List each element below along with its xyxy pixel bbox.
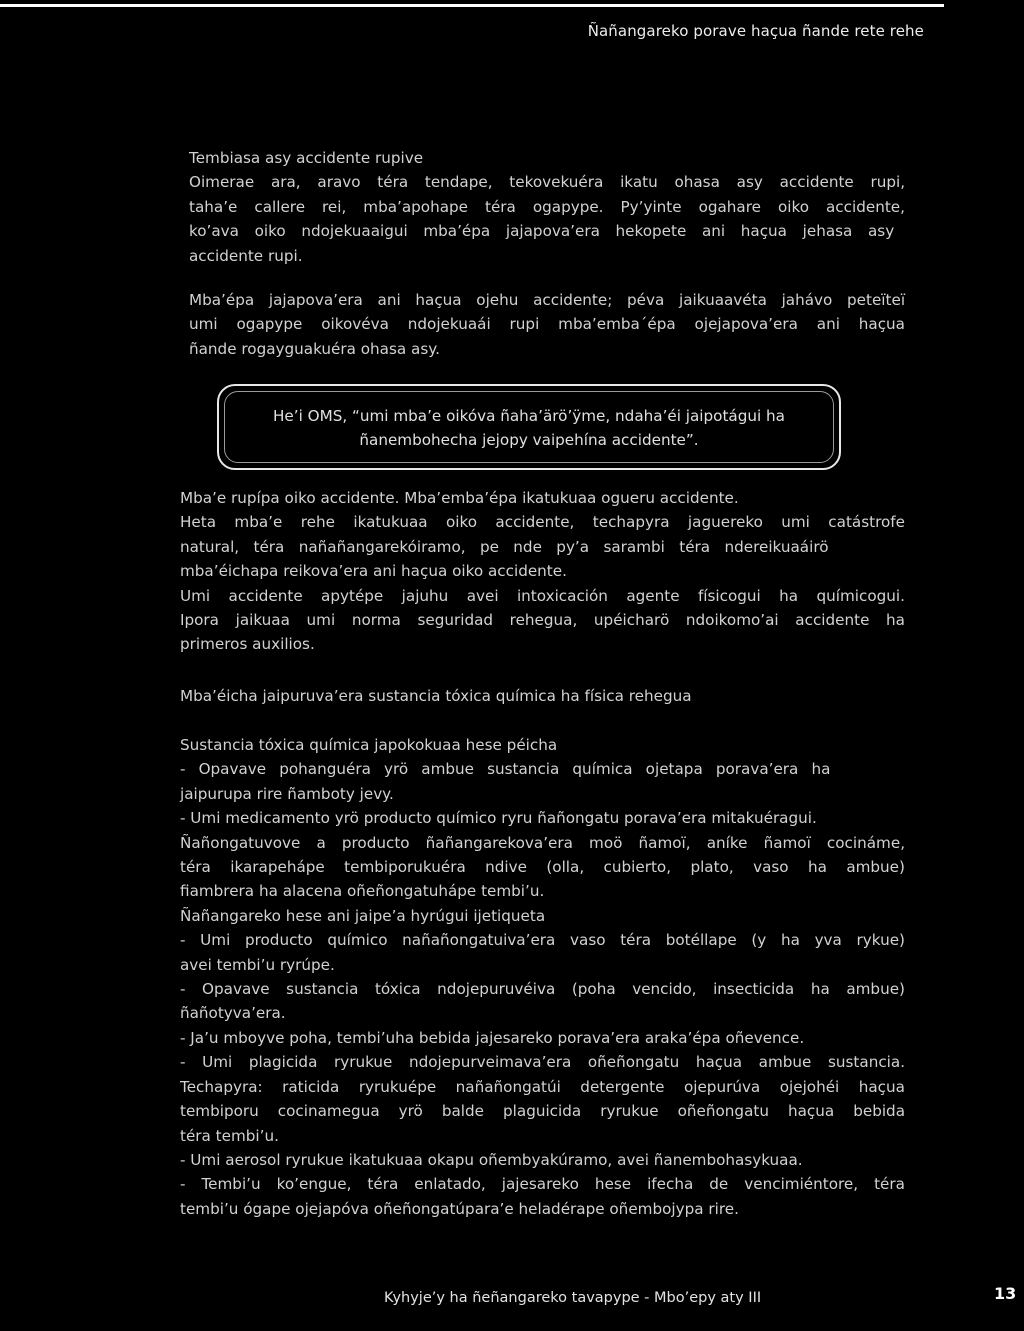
body-line: ko’ava oiko ndojekuaaigui mba’épa jajapova’era hekopete ani haçua jehasa asy xyxy=(189,222,895,241)
quote-line: He’i OMS, “umi mba’e oikóva ñaha’ärö’ÿme, ndaha’éi jaipotágui ha xyxy=(273,407,785,425)
quote-line: ñanembohecha jejopy vaipehína accidente”. xyxy=(359,431,699,449)
body-line: téra ikarapeháp​e tembiporukuéra ndive (olla, cubierto, plato, vaso ha ambue) xyxy=(180,858,905,877)
body-line: natural, téra nañañangarekóiramo, pe nde py’a sarambi téra ndereikuaáirö xyxy=(180,537,829,556)
section-heading: Mba’éicha jaipuruva’era sustancia tóxica química ha física rehegua xyxy=(180,687,692,705)
body-line: Mba’épa jajapova’era ani haçua ojehu accidente; péva jaikuaavéta jahávo peteïteï xyxy=(189,291,906,309)
list-item: - Opavave pohanguéra yrö ambue sustancia química ojetapa porava’era ha xyxy=(180,760,831,779)
body-line: Heta mba’e rehe ikatukuaa oiko accidente, techapyra jaguereko umi catástrofe xyxy=(180,513,905,532)
body-line: tembiporu cocinamegua yrö balde plaguicida ryrukue oñeñongatu haçua bebida xyxy=(180,1102,906,1121)
quote-text xyxy=(219,404,839,452)
list-item: jaipurupa rire ñamboty jevy. xyxy=(180,784,394,803)
body-line: taha’e callere rei, mba’apohape téra ogapype. Py’yinte ogahare oiko accidente, xyxy=(189,197,905,216)
body-line: mba’éichapa reikova’era ani haçua oiko accidente. xyxy=(180,562,567,581)
list-item: - Umi aerosol ryrukue ikatukuaa okapu oñembyakúramo, avei ñanembohasykuaa. xyxy=(180,1150,803,1169)
toxic-substances-section xyxy=(180,733,905,1221)
page-number-text: 13 xyxy=(994,1284,1017,1303)
running-header: Ñañangareko porave haçua ñande rete rehe xyxy=(587,22,924,40)
list-item: avei tembi’u ryrúpe. xyxy=(180,955,335,974)
list-item: - Umi plagicida ryrukue ndojepurveimava’era oñeñongatu haçua ambue sustancia. xyxy=(180,1053,906,1072)
list-item: - Umi medicamento yrö producto químico ryru ñañongatu porava’era mitakuéragui. xyxy=(180,809,817,828)
body-line: primeros auxilios. xyxy=(180,635,315,654)
body-line: accidente rupi. xyxy=(189,246,303,265)
section-heading: Tembiasa asy accidente rupive xyxy=(189,149,424,167)
body-line: Umi accidente apytépe jajuhu avei intoxicación agente físicogui ha químicogui. xyxy=(180,586,905,605)
body-line: ñande rogayguakuéra ohasa asy. xyxy=(189,339,440,358)
body-line: umi ogapype oikovéva ndojekuaái rupi mba’emba´épa ojejapova’era ani haçua xyxy=(189,315,905,334)
list-item: - Opavave sustancia tóxica ndojepuruvéiva (poha vencido, insecticida ha ambue) xyxy=(180,980,905,999)
list-item: - Tembi’u ko’engue, téra enlatado, jajesareko hese ifecha de vencimiéntore, téra xyxy=(180,1175,905,1194)
page-footer: Kyhyje’y ha ñeñangareko tavapype - Mbo’epy aty III xyxy=(384,1290,762,1306)
body-line: Ipora jaikuaa umi norma seguridad rehegua, upéicharö ndoikomo’ai accidente ha xyxy=(180,611,905,630)
quote-box xyxy=(217,384,841,470)
body-line: Mba’e rupípa oiko accidente. Mba’emba’épa ikatukuaa ogueru accidente. xyxy=(180,489,739,507)
list-item: - Umi producto químico nañañongatuiva’era vaso téra botéllape (y ha yva rykue) xyxy=(180,931,905,950)
body-line: Ñañangareko hese ani jaipe’a hyrúgui ijetiqueta xyxy=(180,906,546,925)
body-line: Oimerae ara, aravo téra tendape, tekovekuéra ikatu ohasa asy accidente rupi, xyxy=(189,173,906,192)
subheading: Sustancia tóxica química japokokuaa hese péicha xyxy=(180,736,558,754)
intro-section xyxy=(189,146,905,268)
body-line: Techapyra: raticida ryrukuépe nañañongatúi detergente ojepurúva ojejohéi haçua xyxy=(180,1077,905,1096)
top-rule xyxy=(0,4,944,7)
list-item: - Ja’u mboyve poha, tembi’uha bebida jajesareko porava’era araka’épa oñevence. xyxy=(180,1028,805,1047)
toxic-substances-heading xyxy=(180,684,905,708)
page-number xyxy=(994,1284,1017,1303)
body-line: fiambrera ha alacena oñeñongatuhápe tembi’u. xyxy=(180,882,545,901)
prevention-paragraph xyxy=(189,288,905,361)
list-item: ñañotyva’era. xyxy=(180,1004,286,1023)
body-line: tembi’u ógape ojejapóva oñeñongatúpara’e heladérape oñembojypa rire. xyxy=(180,1199,739,1218)
body-line: téra tembi’u. xyxy=(180,1126,279,1145)
accident-causes-section xyxy=(180,486,905,657)
body-line: Ñañongatuvove a producto ñañangarekova’era moö ñamoï, aníke ñamoï cocináme, xyxy=(180,833,906,852)
